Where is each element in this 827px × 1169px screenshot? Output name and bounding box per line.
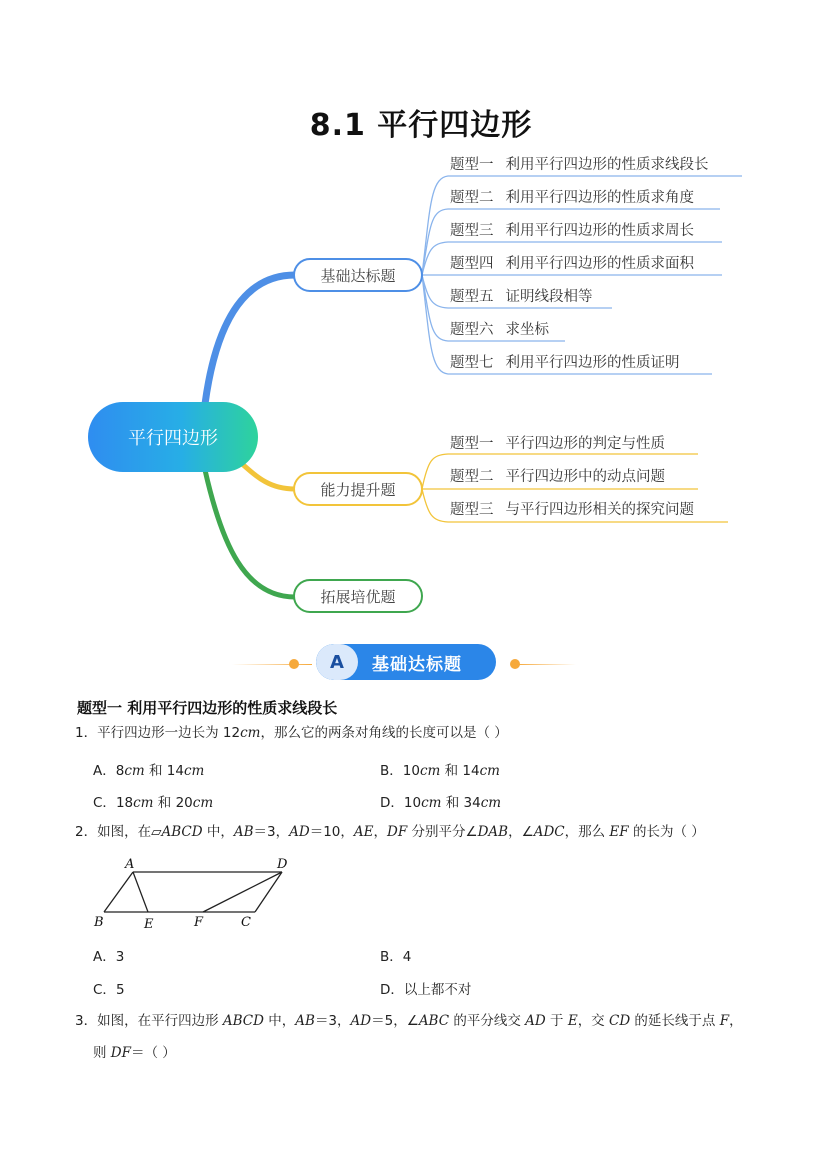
question-2: 2．如图，在▱ABCD 中，AB＝3，AD＝10，AE，DF 分别平分∠DAB，∠ADC，那么 EF 的长为（ ）	[75, 824, 705, 840]
edge-ab	[104, 872, 133, 912]
q2-option-c: C．5	[93, 982, 125, 998]
q2-option-d: D．以上都不对	[380, 982, 472, 998]
branch-improve: 能力提升题	[293, 472, 423, 506]
label-d: D	[277, 857, 288, 872]
segment-df	[203, 872, 282, 912]
question-3-line-2: 则 DF＝（ ）	[93, 1045, 176, 1061]
q1-option-d: D．10cm 和 34cm	[380, 795, 502, 811]
label-f: F	[194, 915, 204, 930]
q1-option-b: B．10cm 和 14cm	[380, 763, 500, 779]
section-deco-right	[518, 664, 576, 665]
edge-dc	[255, 872, 282, 912]
section-deco-left	[232, 664, 312, 665]
leaf-basic-2: 题型二 利用平行四边形的性质求角度	[450, 190, 694, 206]
leaf-improve-2: 题型二 平行四边形中的动点问题	[450, 469, 665, 485]
mindmap-root: 平行四边形	[88, 402, 258, 472]
leaf-basic-6: 题型六 求坐标	[450, 322, 549, 338]
branch-basic: 基础达标题	[293, 258, 423, 292]
question-3: 3．如图，在平行四边形 ABCD 中，AB＝3，AD＝5，∠ABC 的平分线交 AD 于 E，交 CD 的延长线于点 F，	[75, 1013, 743, 1029]
label-c: C	[241, 915, 251, 930]
label-b: B	[94, 915, 104, 930]
question-1: 1．平行四边形一边长为 12cm，那么它的两条对角线的长度可以是（ ）	[75, 725, 508, 741]
q2-option-a: A．3	[93, 949, 125, 965]
section-label: 基础达标题	[372, 654, 462, 675]
leaf-basic-4: 题型四 利用平行四边形的性质求面积	[450, 256, 694, 272]
section-dot-left	[289, 659, 299, 669]
leaf-improve-3: 题型三 与平行四边形相关的探究问题	[450, 502, 694, 518]
mindmap-connectors	[0, 140, 827, 620]
q2-parallelogram-figure	[90, 852, 300, 934]
label-a: A	[125, 857, 135, 872]
connector-improve	[240, 462, 295, 489]
q2-option-b: B．4	[380, 949, 412, 965]
label-e: E	[144, 917, 154, 932]
section-banner	[316, 644, 496, 680]
connector-basic	[205, 275, 295, 404]
branch-extend: 拓展培优题	[293, 579, 423, 613]
leaf-improve-1: 题型一 平行四边形的判定与性质	[450, 436, 665, 452]
leaf-basic-7: 题型七 利用平行四边形的性质证明	[450, 355, 680, 371]
question-type-heading: 题型一 利用平行四边形的性质求线段长	[77, 699, 338, 717]
leaf-basic-5: 题型五 证明线段相等	[450, 289, 593, 305]
q1-option-c: C．18cm 和 20cm	[93, 795, 214, 811]
page-title: 8.1 平行四边形	[309, 108, 533, 143]
leaf-basic-3: 题型三 利用平行四边形的性质求周长	[450, 223, 694, 239]
section-letter: A	[316, 644, 358, 680]
q1-option-a: A．8cm 和 14cm	[93, 763, 205, 779]
leaf-basic-1: 题型一 利用平行四边形的性质求线段长	[450, 157, 709, 173]
segment-ae	[133, 872, 148, 912]
